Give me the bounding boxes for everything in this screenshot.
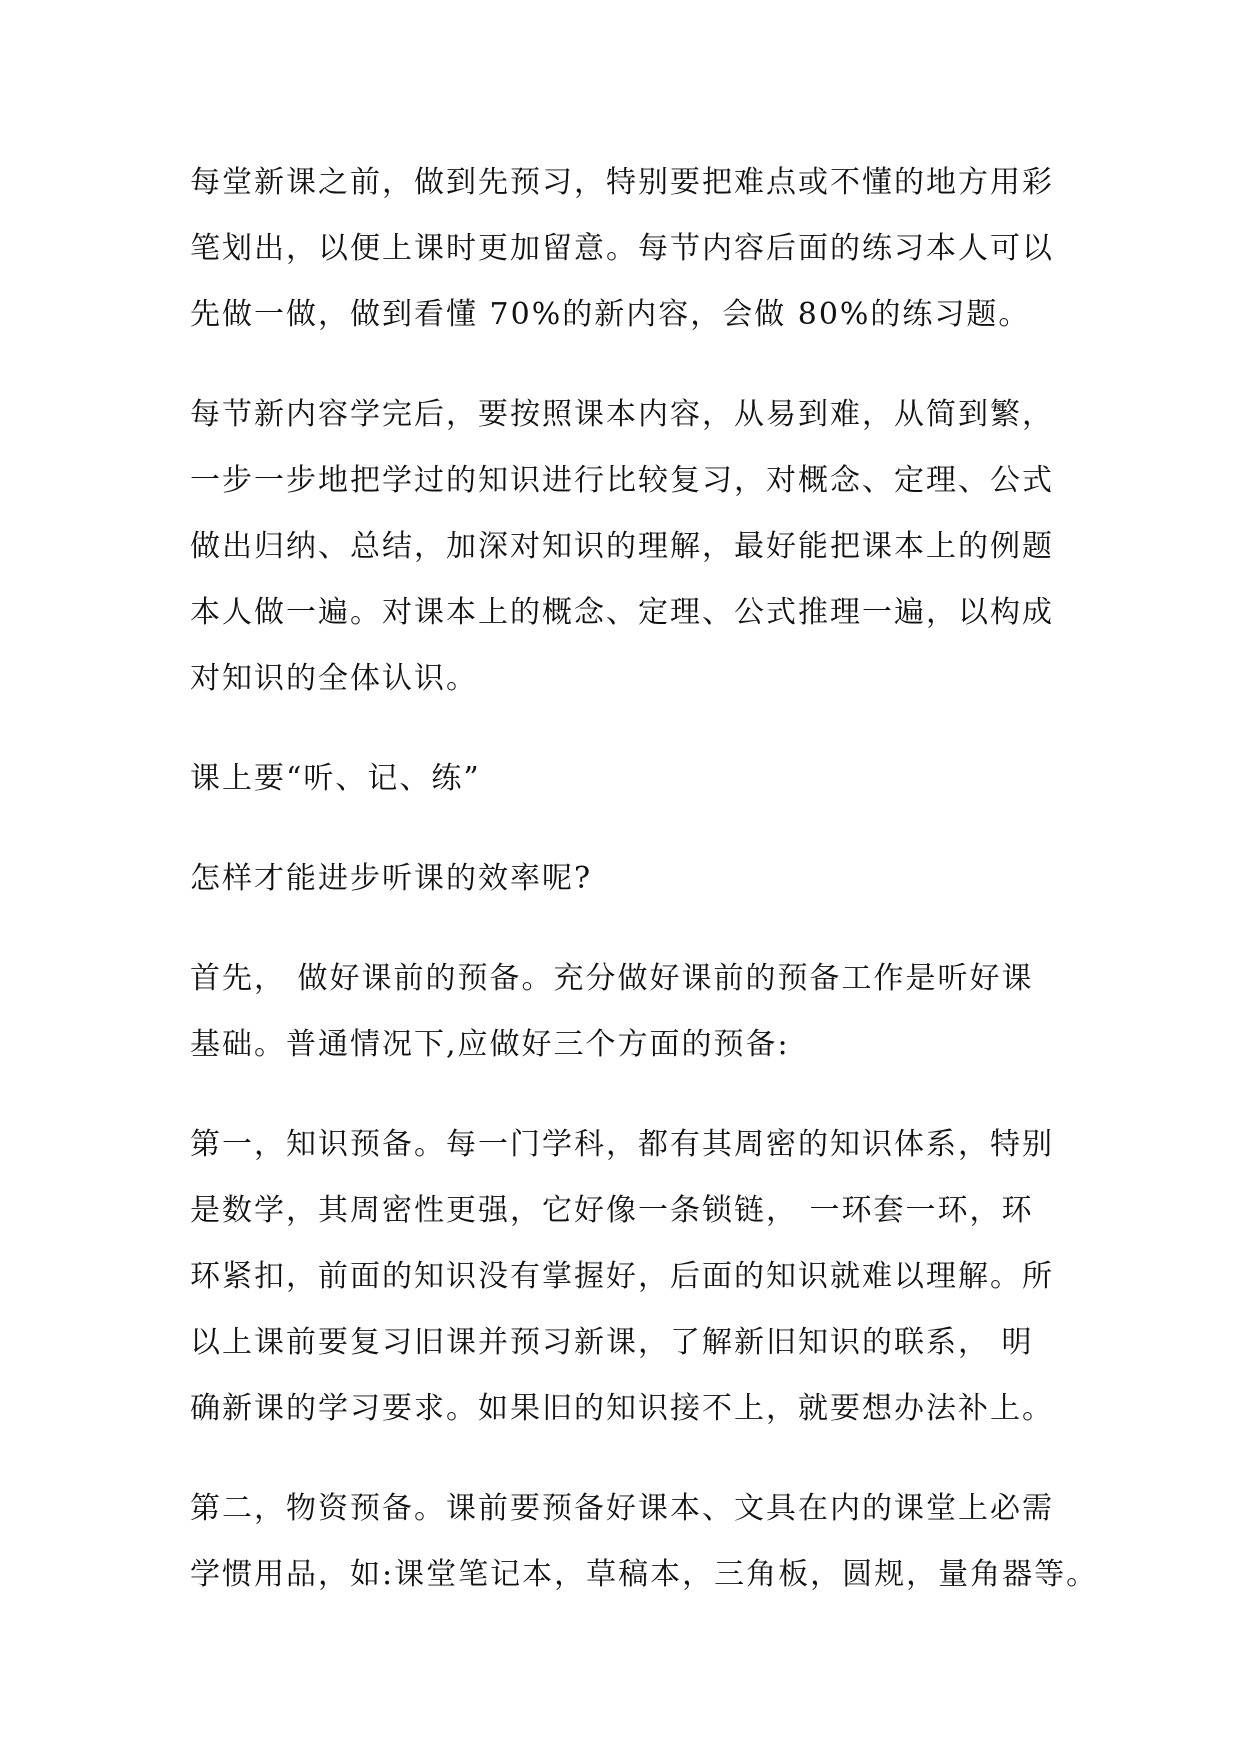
text-line: 每节新内容学完后，要按照课本内容，从易到难，从简到繁， bbox=[190, 397, 1054, 432]
paragraph-listen-note-practice bbox=[190, 746, 1070, 812]
text-line: 本人做一遍。对课本上的概念、定理、公式推理一遍，以构成 bbox=[190, 595, 1054, 630]
paragraph-preview-study bbox=[190, 150, 1070, 348]
paragraph-knowledge-preparation bbox=[190, 1112, 1070, 1442]
text-line: 基础。普通情况下,应做好三个方面的预备: bbox=[190, 1027, 790, 1062]
paragraph-first-preparation bbox=[190, 946, 1070, 1078]
text-line: 学惯用品，如:课堂笔记本，草稿本，三角板，圆规，量角器等。 bbox=[190, 1557, 1099, 1592]
text-line: 做出归纳、总结，加深对知识的理解，最好能把课本上的例题 bbox=[190, 529, 1054, 564]
paragraph-spacer bbox=[190, 348, 1070, 382]
text-line: 是数学，其周密性更强，它好像一条锁链， 一环套一环，环 bbox=[190, 1193, 1034, 1228]
text-line: 笔划出，以便上课时更加留意。每节内容后面的练习本人可以 bbox=[190, 231, 1054, 266]
text-line: 第一，知识预备。每一门学科，都有其周密的知识体系，特别 bbox=[190, 1127, 1054, 1162]
paragraph-spacer bbox=[190, 712, 1070, 746]
paragraph-spacer bbox=[190, 812, 1070, 846]
paragraph-review-study bbox=[190, 382, 1070, 712]
text-line: 第二，物资预备。课前要预备好课本、文具在内的课堂上必需 bbox=[190, 1491, 1054, 1526]
text-line: 一步一步地把学过的知识进行比较复习，对概念、定理、公式 bbox=[190, 463, 1054, 498]
text-line: 对知识的全体认识。 bbox=[190, 661, 478, 696]
text-line: 每堂新课之前，做到先预习，特别要把难点或不懂的地方用彩 bbox=[190, 165, 1054, 200]
text-line: 首先， 做好课前的预备。充分做好课前的预备工作是听好课 bbox=[190, 961, 1034, 996]
paragraph-spacer bbox=[190, 1078, 1070, 1112]
paragraph-material-preparation bbox=[190, 1476, 1099, 1608]
text-line: 环紧扣，前面的知识没有掌握好，后面的知识就难以理解。所 bbox=[190, 1259, 1054, 1294]
document-body bbox=[190, 150, 1099, 1608]
text-line: 以上课前要复习旧课并预习新课，了解新旧知识的联系， 明 bbox=[190, 1325, 1034, 1360]
text-line: 怎样才能进步听课的效率呢? bbox=[190, 861, 593, 896]
paragraph-question bbox=[190, 846, 1070, 912]
paragraph-spacer bbox=[190, 912, 1070, 946]
text-line: 课上要“听、记、练” bbox=[190, 761, 481, 796]
text-line: 先做一做，做到看懂 70%的新内容，会做 80%的练习题。 bbox=[190, 297, 1031, 332]
text-line: 确新课的学习要求。如果旧的知识接不上，就要想办法补上。 bbox=[190, 1391, 1054, 1426]
paragraph-spacer bbox=[190, 1442, 1070, 1476]
